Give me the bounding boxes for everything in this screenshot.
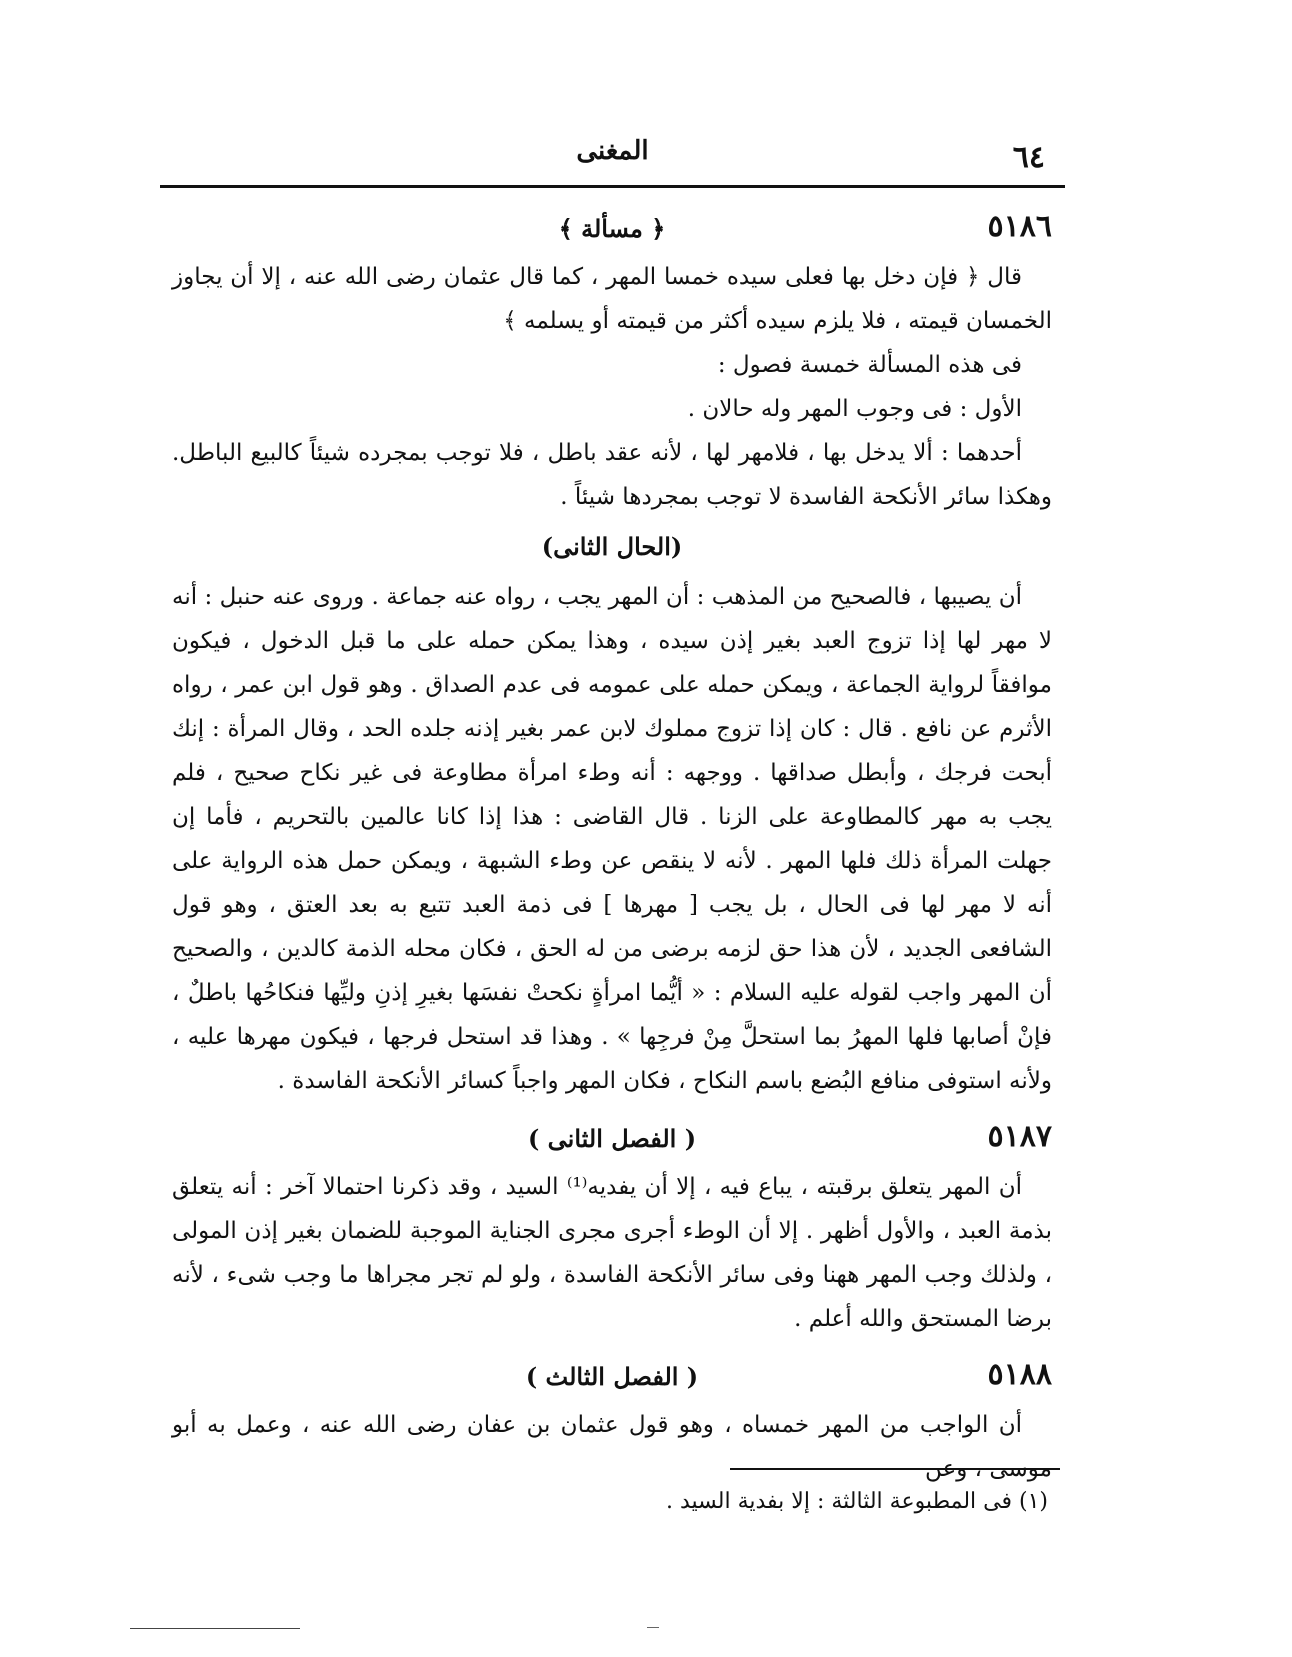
main-text bbox=[172, 205, 1052, 1491]
header-rule bbox=[160, 185, 1065, 188]
bottom-mark bbox=[647, 1627, 659, 1628]
section-number: ٥١٨٨ bbox=[987, 1357, 1052, 1392]
section-title: ( الفصل الثانى ) bbox=[527, 1124, 697, 1153]
book-title: المغنى bbox=[576, 136, 649, 166]
section-title: ﴿ مسألة ﴾ bbox=[558, 214, 666, 243]
paragraph: فى هذه المسألة خمسة فصول : bbox=[717, 352, 1022, 378]
section-number: ٥١٨٦ bbox=[987, 209, 1052, 244]
section-heading bbox=[172, 205, 1052, 255]
paragraph: الأول : فى وجوب المهر وله حالان . bbox=[687, 396, 1022, 422]
paragraph: أحدهما : ألا يدخل بها ، فلامهر لها ، لأنه عقد باطل ، فلا توجب بمجرده شيئاً كالبيع الباطل. وهكذا سائر الأنكحة الفاسدة لا توجب بمجردها شيئاً . bbox=[172, 440, 1052, 510]
subheading: (الحال الثانى) bbox=[541, 532, 683, 561]
paragraph: أن يصيبها ، فالصحيح من المذهب : أن المهر يجب ، رواه عنه جماعة . وروى عنه حنبل : أنه لا مهر لها إذا تزوج العبد بغير إذن سيده ، وهذا يمكن حمله على ما قبل الدخول ، فيكون موافقاً لرواية الجماعة ، ويمكن حمله على عمومه فى عدم الصداق . وهو قول ابن عمر ، رواه الأثرم عن نافع . قال : كان إذا تزوج مملوك لابن عمر بغير إذنه جلده الحد ، وقال المرأة : إنك أبحت فرجك ، وأبطل صداقها . ووجهه : أنه وطء امرأة مطاوعة فى غير نكاح صحيح ، فلم يجب به مهر كالمطاوعة على الزنا . قال القاضى : هذا إذا كانا عالمين بالتحريم ، فأما إن جهلت المرأة ذلك فلها المهر . لأنه لا ينقص عن وطء الشبهة ، ويمكن حمل هذه الرواية على أنه لا مهر لها فى الحال ، بل يجب [ مهرها ] فى ذمة العبد تتبع به بعد العتق ، وهو قول الشافعى الجديد ، لأن هذا حق لزمه برضى من له الحق ، فكان محله الذمة كالدين ، والصحيح أن المهر واجب لقوله عليه السلام : « أيُّما امرأةٍ نكحتْ نفسَها بغيرِ إذنِ وليِّها فنكاحُها باطلٌ ، فإنْ أصابها فلها المهرُ بما استحلَّ مِنْ فرجِها » . وهذا قد استحل فرجها ، فيكون مهرها عليه ، ولأنه استوفى منافع البُضع باسم النكاح ، فكان المهر واجباً كسائر الأنكحة الفاسدة . bbox=[172, 584, 1052, 1094]
footnote: (١) فى المطبوعة الثالثة : إلا بفدية السيد . bbox=[665, 1489, 1048, 1514]
page-header bbox=[160, 128, 1065, 184]
section-number: ٥١٨٧ bbox=[987, 1119, 1052, 1154]
section-title: ( الفصل الثالث ) bbox=[525, 1362, 699, 1391]
page-number: ٦٤ bbox=[1012, 140, 1045, 175]
section-heading bbox=[172, 1353, 1052, 1403]
section-heading bbox=[172, 1115, 1052, 1165]
footnote-rule bbox=[730, 1468, 1060, 1470]
bottom-rule bbox=[130, 1628, 300, 1629]
paragraph: قال ﴿ فإن دخل بها فعلى سيده خمسا المهر ، كما قال عثمان رضى الله عنه ، إلا أن يجاوز الخمسان قيمته ، فلا يلزم سيده أكثر من قيمته أو يسلمه ﴾ bbox=[172, 264, 1052, 334]
paragraph: أن المهر يتعلق برقبته ، يباع فيه ، إلا أن يفديه⁽¹⁾ السيد ، وقد ذكرنا احتمالا آخر : أنه يتعلق بذمة العبد ، والأول أظهر . إلا أن الوطء أجرى مجرى الجناية الموجبة للضمان بغير إذن المولى ، ولذلك وجب المهر ههنا وفى سائر الأنكحة الفاسدة ، ولو لم تجر مجراها ما وجب شىء ، لأنه برضا المستحق والله أعلم . bbox=[172, 1174, 1052, 1332]
paragraph: أن الواجب من المهر خمساه ، وهو قول عثمان بن عفان رضى الله عنه ، وعمل به أبو موسى ، وعن bbox=[172, 1412, 1052, 1482]
